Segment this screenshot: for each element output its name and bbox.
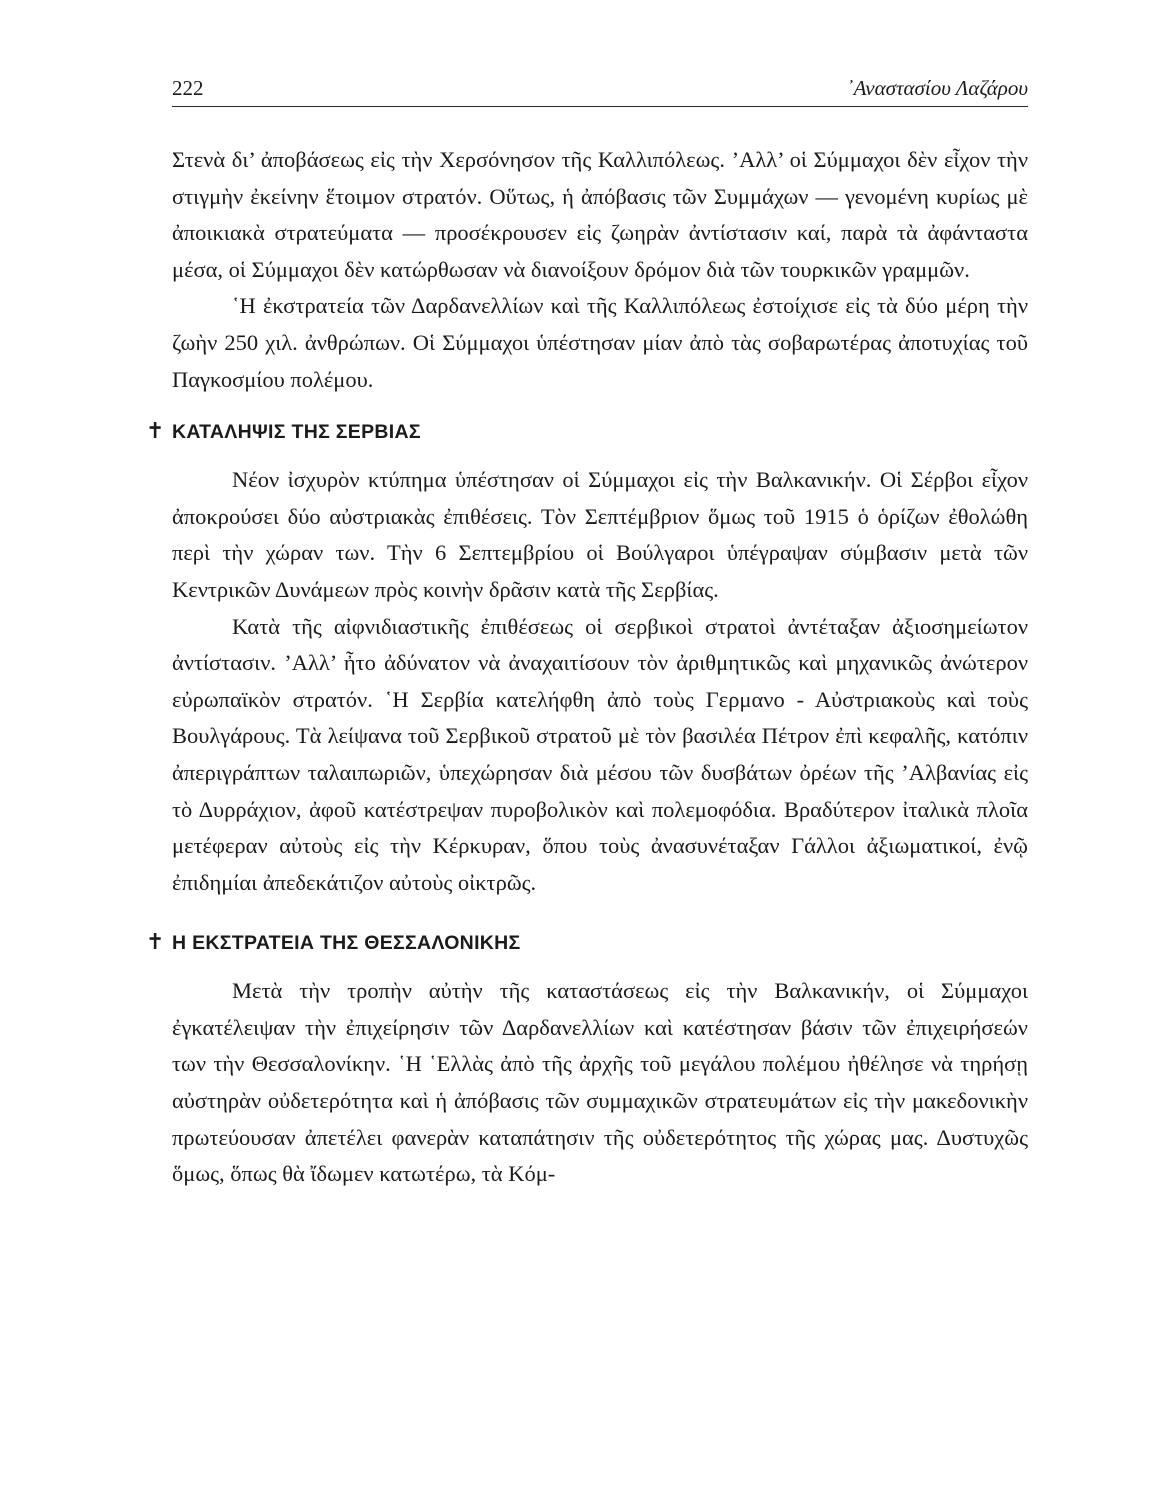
paragraph-gallipoli-landing: Στενὰ δι’ ἀποβάσεως εἰς τὴν Χερσόνησον τῆς Καλλιπόλεως. ’Αλλ’ οἱ Σύμμαχοι δὲν εἶχον τὴν στιγμὴν ἐκείνην ἕτοιμον στρατόν. Οὕτως, ἡ ἀπόβασις τῶν Συμμάχων — γενομένη κυρίως μὲ ἀποικιακὰ στρατεύματα — προσέκρουσεν εἰς ζωηρὰν ἀντίστασιν καί, παρὰ τὰ ἀφάνταστα μέσα, οἱ Σύμμαχοι δὲν κατώρθωσαν νὰ διανοίξουν δρόμον διὰ τῶν τουρκικῶν γραμμῶν.: [172, 147, 1028, 282]
running-author: ᾿Αναστασίου Λαζάρου: [846, 76, 1028, 100]
paragraph-serbia-blow: Νέον ἰσχυρὸν κτύπημα ὑπέστησαν οἱ Σύμμαχοι εἰς τὴν Βαλκανικήν. Οἱ Σέρβοι εἶχον ἀποκρούσει δύο αὐστριακὰς ἐπιθέσεις. Τὸν Σεπτέμβριον ὅμως τοῦ 1915 ὁ ὁρίζων ἐθολώθη περὶ τὴν χώραν των. Τὴν 6 Σεπτεμβρίου οἱ Βούλγαροι ὑπέγραψαν σύμβασιν μετὰ τῶν Κεντρικῶν Δυνάμεων πρὸς κοινὴν δρᾶσιν κατὰ τῆς Σερβίας.: [172, 467, 1028, 602]
page-number: 222: [172, 76, 204, 100]
heading-thessaloniki-campaign: [146, 923, 1028, 963]
heading-occupation-of-serbia: [146, 412, 1028, 452]
cross-mark-icon: ✝: [146, 930, 165, 956]
cross-mark-icon: ✝: [146, 419, 165, 445]
paragraph-serbia-retreat: Κατὰ τῆς αἰφνιδιαστικῆς ἐπιθέσεως οἱ σερβικοὶ στρατοὶ ἀντέταξαν ἀξιοσημείωτον ἀντίστασιν. ’Αλλ’ ἦτο ἀδύνατον νὰ ἀναχαιτίσουν τὸν ἀριθμητικῶς καὶ μηχανικῶς ἀνώτερον εὐρωπαϊκὸν στρατόν. ῾Η Σερβία κατελήφθη ἀπὸ τοὺς Γερμανο - Αὐστριακοὺς καὶ τοὺς Βουλγάρους. Τὰ λείψανα τοῦ Σερβικοῦ στρατοῦ μὲ τὸν βασιλέα Πέτρον ἐπὶ κεφαλῆς, κατόπιν ἀπεριγράπτων ταλαιπωριῶν, ὑπεχώρησαν διὰ μέσου τῶν δυσβάτων ὀρέων τῆς ’Αλβανίας εἰς τὸ Δυρράχιον, ἀφοῦ κατέστρεψαν πυροβολικὸν καὶ πολεμοφόδια. Βραδύτερον ἰταλικὰ πλοῖα μετέφεραν αὐτοὺς εἰς τὴν Κέρκυραν, ὅπου τοὺς ἀνασυνέταξαν Γάλλοι ἀξιωματικοί, ἐνῷ ἐπιδημίαι ἀπεδεκάτιζον αὐτοὺς οἰκτρῶς.: [172, 613, 1028, 895]
page-header: [172, 72, 1028, 107]
paragraph-gallipoli-cost: ῾Η ἐκστρατεία τῶν Δαρδανελλίων καὶ τῆς Καλλιπόλεως ἐστοίχισε εἰς τὰ δύο μέρη τὴν ζωὴν 250 χιλ. ἀνθρώπων. Οἱ Σύμμαχοι ὑπέστησαν μίαν ἀπὸ τὰς σοβαρωτέρας ἀποτυχίας τοῦ Παγκοσμίου πολέμου.: [172, 293, 1028, 392]
heading-text: Η ΕΚΣΤΡΑΤΕΙΑ ΤΗΣ ΘΕΣΣΑΛΟΝΙΚΗΣ: [172, 932, 521, 955]
page-body: [146, 142, 1028, 1193]
paragraph-thessaloniki-base: Μετὰ τὴν τροπὴν αὐτὴν τῆς καταστάσεως εἰς τὴν Βαλκανικήν, οἱ Σύμμαχοι ἐγκατέλειψαν τὴν ἐπιχείρησιν τῶν Δαρδανελλίων καὶ κατέστησαν βάσιν τῶν ἐπιχειρήσεών των τὴν Θεσσαλονίκην. ῾Η ῾Ελλὰς ἀπὸ τῆς ἀρχῆς τοῦ μεγάλου πολέμου ἠθέλησε νὰ τηρήσῃ αὐστηρὰν οὐδετερότητα καὶ ἡ ἀπόβασις τῶν συμμαχικῶν στρατευμάτων εἰς τὴν μακεδονικὴν πρωτεύουσαν ἀπετέλει φανερὰν καταπάτησιν τῆς οὐδετερότητος τῆς χώρας μας. Δυστυχῶς ὅμως, ὅπως θὰ ἴδωμεν κατωτέρω, τὰ Κόμ-: [172, 978, 1028, 1187]
heading-text: ΚΑΤΑΛΗΨΙΣ ΤΗΣ ΣΕΡΒΙΑΣ: [172, 421, 421, 444]
